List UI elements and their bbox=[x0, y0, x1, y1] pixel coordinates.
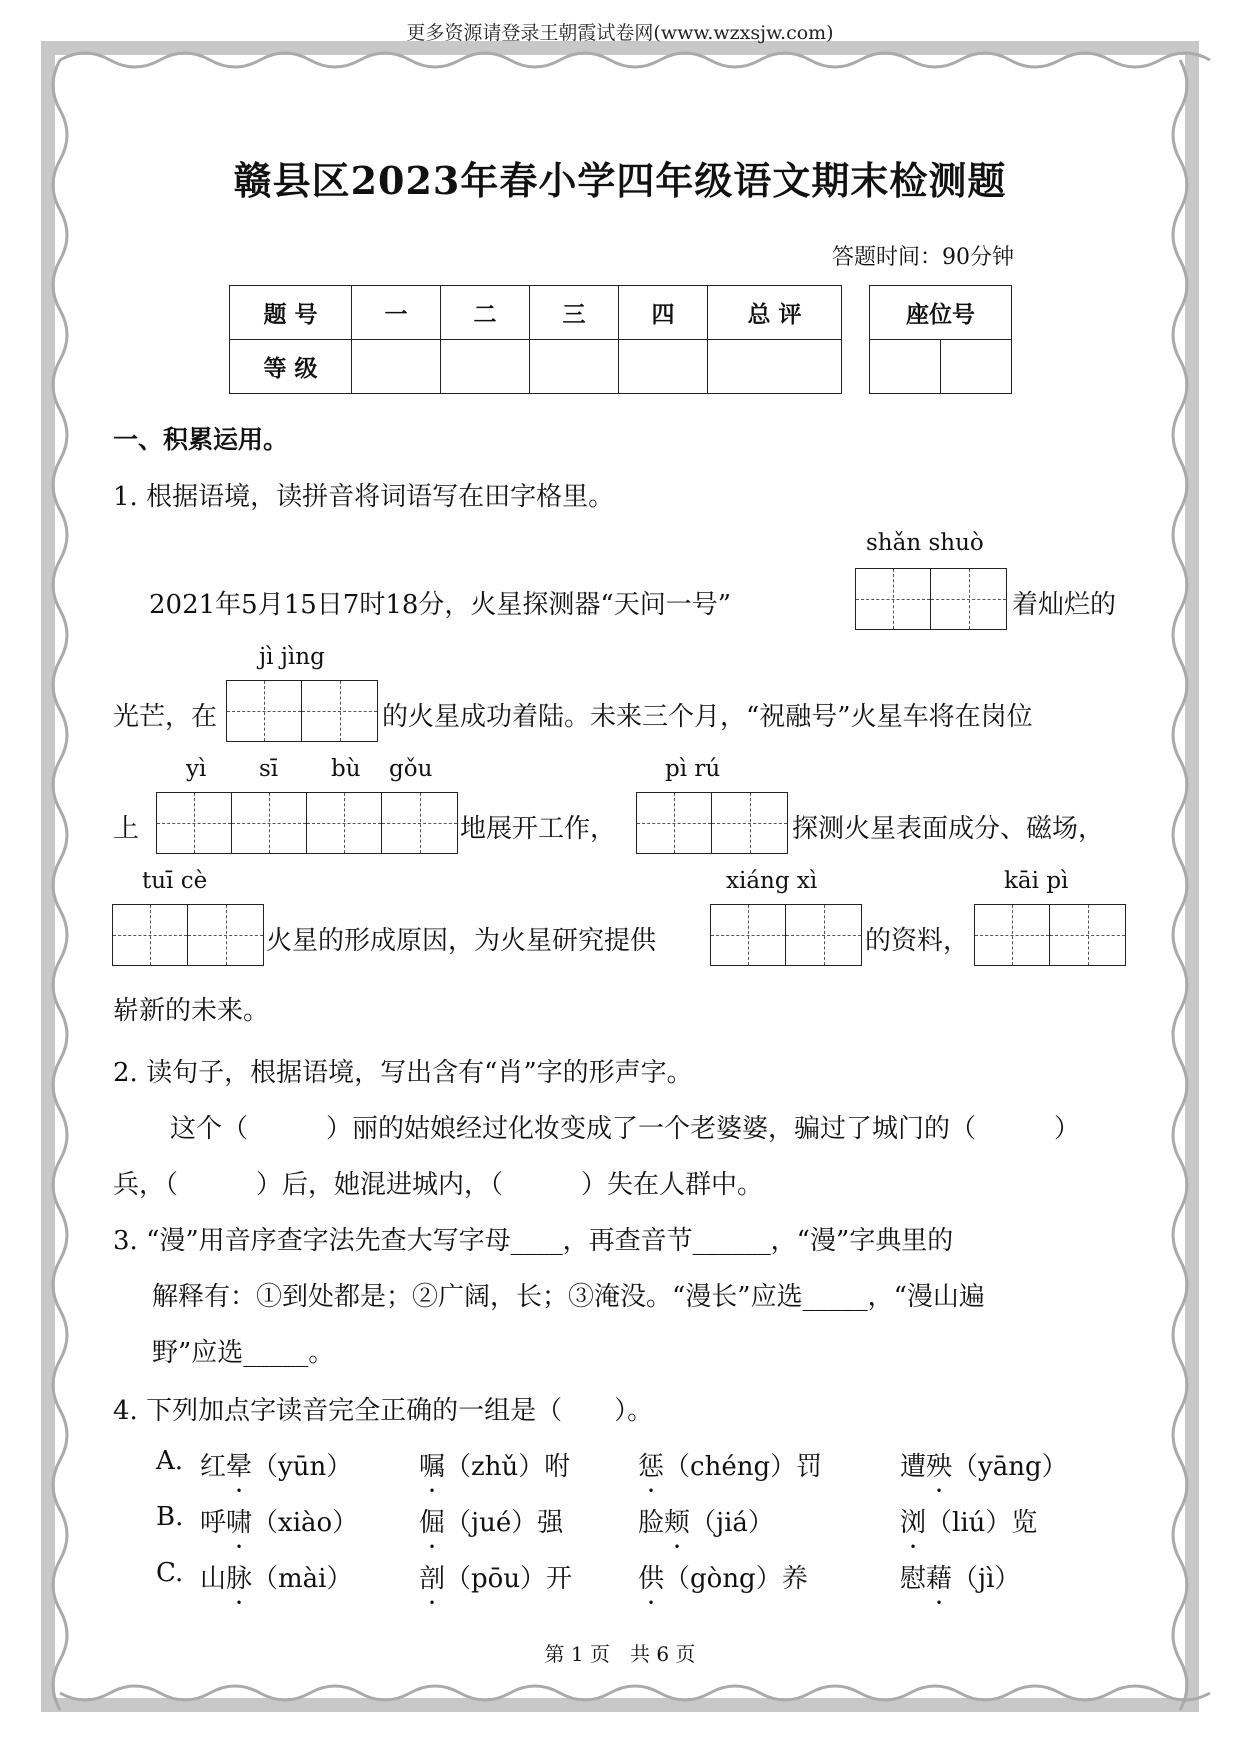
write-grid[interactable] bbox=[855, 568, 1007, 630]
grade-header-cell: 题 号 bbox=[230, 286, 352, 340]
seat-table bbox=[869, 285, 1012, 394]
q4-option-label[interactable]: A. bbox=[156, 1446, 184, 1476]
write-grid[interactable] bbox=[710, 904, 862, 966]
pinyin-si: sī bbox=[259, 756, 279, 782]
seat-cell[interactable] bbox=[870, 340, 941, 394]
pinyin-bu: bù bbox=[331, 756, 361, 782]
q1-text: 光芒，在 bbox=[113, 702, 218, 732]
header-note: 更多资源请登录王朝霞试卷网(www.wzxsjw.com) bbox=[406, 22, 834, 44]
q1-text: 上 bbox=[113, 814, 140, 844]
seat-cell[interactable] bbox=[941, 340, 1012, 394]
q4-option-item: 嘱（zhǔ）咐 bbox=[419, 1452, 571, 1482]
border-wave-top bbox=[60, 53, 1210, 67]
q1-prompt: 1. 根据语境，读拼音将词语写在田字格里。 bbox=[113, 482, 615, 512]
q4-option-item: 山脉（mài） bbox=[200, 1564, 353, 1594]
q4-option-item: 浏（liú）览 bbox=[900, 1508, 1038, 1538]
q1-text: 探测火星表面成分、磁场， bbox=[792, 814, 1105, 844]
grade-header-cell: 总 评 bbox=[708, 286, 842, 340]
q4-option-item: 供（gòng）养 bbox=[638, 1564, 808, 1594]
grade-cell[interactable] bbox=[619, 340, 708, 394]
border-wave-left bbox=[53, 60, 67, 1710]
grade-cell[interactable] bbox=[352, 340, 441, 394]
write-grid[interactable] bbox=[226, 680, 378, 742]
answer-time: 答题时间：90分钟 bbox=[832, 245, 1014, 270]
grade-cell[interactable] bbox=[530, 340, 619, 394]
grade-table bbox=[229, 285, 842, 394]
grade-header-cell: 四 bbox=[619, 286, 708, 340]
grade-header-cell: 二 bbox=[441, 286, 530, 340]
pinyin-yi: yì bbox=[186, 756, 207, 782]
q4-option-item: 红晕（yūn） bbox=[200, 1452, 353, 1482]
pinyin-piru: pì rú bbox=[665, 756, 721, 782]
q1-text: 地展开工作， bbox=[460, 814, 617, 844]
q1-text: 崭新的未来。 bbox=[113, 996, 270, 1026]
grade-table-score-row bbox=[230, 340, 842, 394]
page-footer: 第 1 页 共 6 页 bbox=[544, 1642, 696, 1666]
q2-line: 这个（ ）丽的姑娘经过化妆变成了一个老婆婆，骗过了城门的（ ） bbox=[170, 1114, 1081, 1144]
q1-text: 2021年5月15日7时18分，火星探测器“天问一号” bbox=[149, 590, 732, 620]
pinyin-kaipi: kāi pì bbox=[1004, 868, 1069, 894]
page-title: 赣县区2023年春小学四年级语文期末检测题 bbox=[233, 158, 1007, 203]
write-grid[interactable] bbox=[156, 792, 458, 854]
q4-option-item: 脸颊（jiá） bbox=[638, 1508, 774, 1538]
q1-text: 着灿烂的 bbox=[1012, 590, 1117, 620]
write-grid[interactable] bbox=[636, 792, 788, 854]
grade-row-label: 等 级 bbox=[230, 340, 352, 394]
q3-line: 野”应选_____。 bbox=[152, 1338, 335, 1368]
seat-label: 座位号 bbox=[870, 286, 1012, 340]
q1-text: 的火星成功着陆。未来三个月，“祝融号”火星车将在岗位 bbox=[382, 702, 1033, 732]
write-grid[interactable] bbox=[112, 904, 264, 966]
q4-option-item: 惩（chéng）罚 bbox=[638, 1452, 823, 1482]
section-heading: 一、积累运用。 bbox=[113, 425, 289, 454]
border-wave-bottom bbox=[60, 1686, 1210, 1700]
pinyin-xiangxi: xiáng xì bbox=[726, 868, 818, 894]
pinyin-jijing: jì jìng bbox=[259, 644, 325, 670]
write-grid[interactable] bbox=[974, 904, 1126, 966]
q2-prompt: 2. 读句子，根据语境，写出含有“肖”字的形声字。 bbox=[113, 1058, 693, 1088]
q1-text: 的资料， bbox=[865, 926, 970, 956]
q4-option-item: 倔（jué）强 bbox=[419, 1508, 564, 1538]
grade-cell[interactable] bbox=[708, 340, 842, 394]
pinyin-shanshuo: shǎn shuò bbox=[866, 530, 984, 556]
pinyin-gou: gǒu bbox=[389, 756, 433, 782]
grade-table-header-row bbox=[230, 286, 842, 340]
pinyin-tuice: tuī cè bbox=[142, 868, 208, 894]
q2-line: 兵，（ ）后，她混进城内，（ ）失在人群中。 bbox=[113, 1170, 764, 1200]
q4-option-item: 剖（pōu）开 bbox=[419, 1564, 573, 1594]
q4-option-label[interactable]: B. bbox=[156, 1502, 184, 1532]
grade-cell[interactable] bbox=[441, 340, 530, 394]
q4-option-item: 慰藉（jì） bbox=[900, 1564, 1021, 1594]
q4-prompt: 4. 下列加点字读音完全正确的一组是（ ）。 bbox=[113, 1396, 654, 1426]
border-wave-right bbox=[1173, 60, 1187, 1710]
q1-text: 火星的形成原因，为火星研究提供 bbox=[266, 926, 657, 956]
q4-option-item: 呼啸（xiào） bbox=[200, 1508, 359, 1538]
grade-header-cell: 一 bbox=[352, 286, 441, 340]
q4-option-item: 遭殃（yāng） bbox=[900, 1452, 1068, 1482]
grade-header-cell: 三 bbox=[530, 286, 619, 340]
q4-option-label[interactable]: C. bbox=[156, 1558, 184, 1588]
q3-line: 3. “漫”用音序查字法先查大写字母____，再查音节______，“漫”字典里的 bbox=[113, 1226, 954, 1256]
q3-line: 解释有：①到处都是；②广阔，长；③淹没。“漫长”应选_____，“漫山遍 bbox=[152, 1282, 985, 1312]
